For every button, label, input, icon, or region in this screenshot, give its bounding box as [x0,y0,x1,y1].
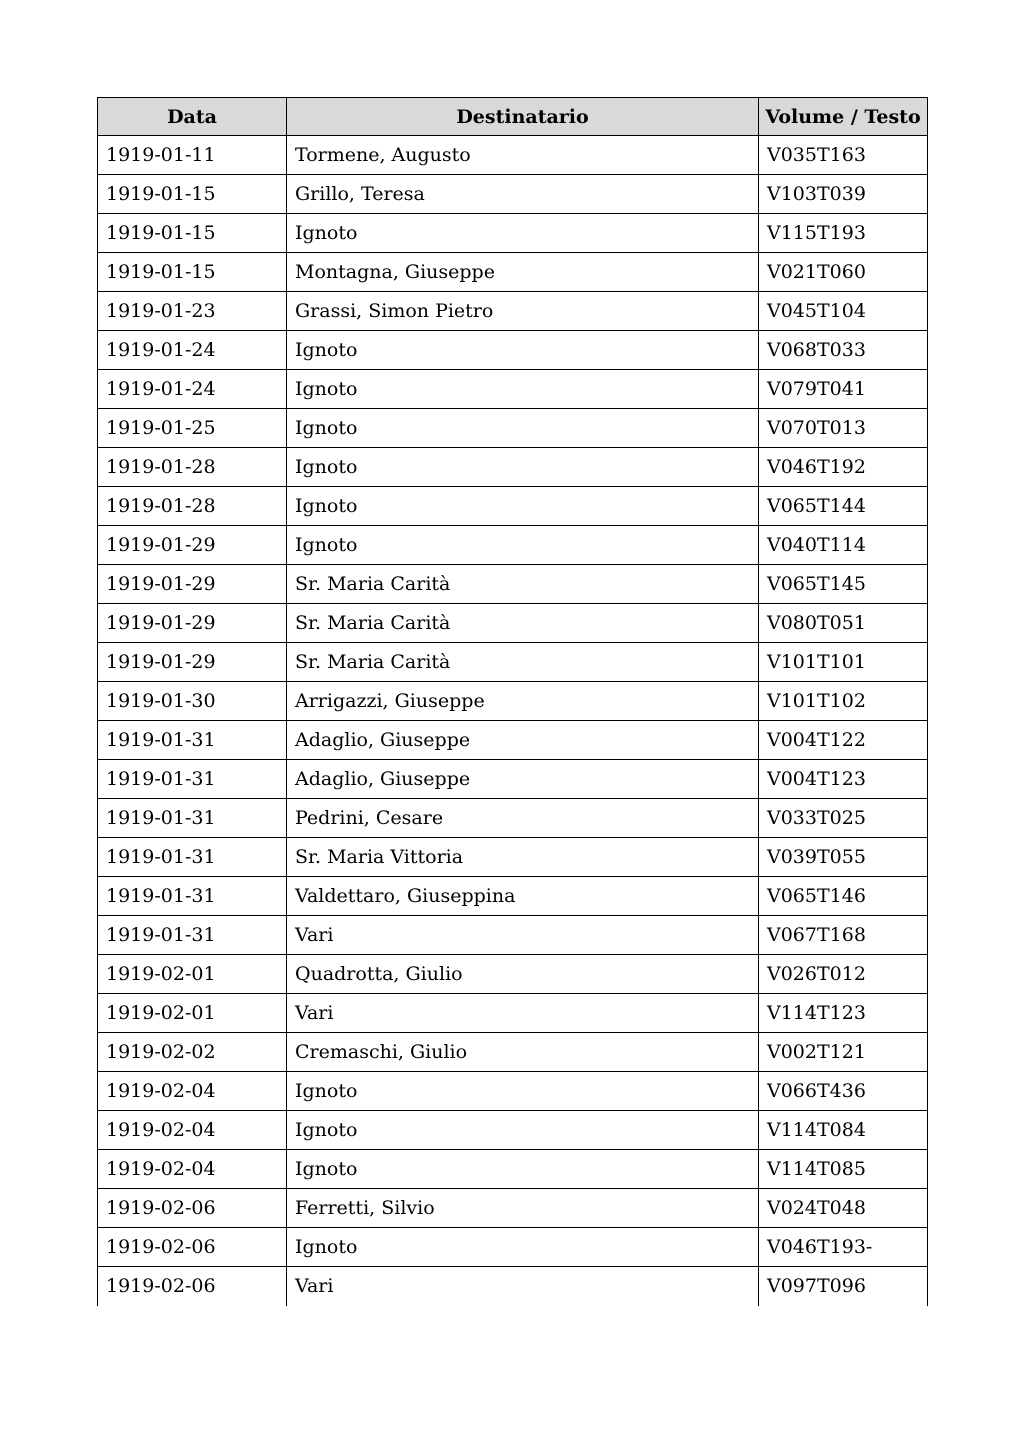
table-row [98,760,928,799]
table-row [98,1189,928,1228]
cell-recipient: Sr. Maria Carità [287,604,759,643]
table-row [98,877,928,916]
table-row [98,955,928,994]
cell-volume: V114T084 [759,1111,928,1150]
table-row [98,214,928,253]
cell-volume: V039T055 [759,838,928,877]
cell-recipient: Pedrini, Cesare [287,799,759,838]
cell-recipient: Grassi, Simon Pietro [287,292,759,331]
cell-recipient: Tormene, Augusto [287,136,759,175]
cell-recipient: Ignoto [287,1072,759,1111]
cell-volume: V080T051 [759,604,928,643]
cell-volume: V004T123 [759,760,928,799]
cell-recipient: Adaglio, Giuseppe [287,721,759,760]
table-row [98,604,928,643]
table-row [98,682,928,721]
cell-recipient: Ignoto [287,487,759,526]
cell-volume: V115T193 [759,214,928,253]
cell-recipient: Ignoto [287,1150,759,1189]
table-row [98,1267,928,1306]
cell-date: 1919-01-31 [98,838,287,877]
cell-date: 1919-02-02 [98,1033,287,1072]
cell-date: 1919-01-24 [98,331,287,370]
cell-recipient: Ignoto [287,409,759,448]
cell-date: 1919-01-29 [98,526,287,565]
table-body [98,136,928,1306]
cell-volume: V046T193- [759,1228,928,1267]
cell-volume: V070T013 [759,409,928,448]
cell-volume: V114T085 [759,1150,928,1189]
cell-recipient: Vari [287,1267,759,1306]
cell-recipient: Ignoto [287,370,759,409]
table-row [98,448,928,487]
table-row [98,526,928,565]
cell-volume: V097T096 [759,1267,928,1306]
cell-volume: V079T041 [759,370,928,409]
cell-date: 1919-01-11 [98,136,287,175]
table-row [98,370,928,409]
cell-recipient: Ignoto [287,448,759,487]
table-row [98,1033,928,1072]
cell-recipient: Adaglio, Giuseppe [287,760,759,799]
table-row [98,1072,928,1111]
table-row [98,331,928,370]
cell-date: 1919-02-01 [98,955,287,994]
letters-table [97,97,928,1306]
cell-date: 1919-01-15 [98,214,287,253]
cell-date: 1919-01-28 [98,448,287,487]
cell-date: 1919-01-15 [98,253,287,292]
cell-recipient: Vari [287,994,759,1033]
table-row [98,838,928,877]
cell-date: 1919-01-28 [98,487,287,526]
cell-recipient: Quadrotta, Giulio [287,955,759,994]
cell-date: 1919-02-04 [98,1111,287,1150]
cell-date: 1919-01-31 [98,916,287,955]
cell-date: 1919-01-29 [98,604,287,643]
cell-volume: V101T102 [759,682,928,721]
cell-volume: V066T436 [759,1072,928,1111]
table-row [98,1150,928,1189]
cell-recipient: Arrigazzi, Giuseppe [287,682,759,721]
cell-date: 1919-02-06 [98,1189,287,1228]
cell-date: 1919-02-06 [98,1267,287,1306]
cell-date: 1919-01-23 [98,292,287,331]
cell-volume: V040T114 [759,526,928,565]
cell-date: 1919-02-04 [98,1150,287,1189]
cell-volume: V065T146 [759,877,928,916]
cell-recipient: Montagna, Giuseppe [287,253,759,292]
cell-date: 1919-01-30 [98,682,287,721]
cell-date: 1919-02-01 [98,994,287,1033]
cell-volume: V002T121 [759,1033,928,1072]
column-header-volume: Volume / Testo [759,98,928,136]
cell-volume: V114T123 [759,994,928,1033]
cell-volume: V065T145 [759,565,928,604]
cell-recipient: Ignoto [287,214,759,253]
table-row [98,253,928,292]
cell-recipient: Sr. Maria Carità [287,643,759,682]
table-header [98,98,928,136]
table-row [98,565,928,604]
table-row [98,1111,928,1150]
cell-date: 1919-02-04 [98,1072,287,1111]
cell-date: 1919-01-15 [98,175,287,214]
cell-recipient: Ignoto [287,1228,759,1267]
cell-volume: V068T033 [759,331,928,370]
cell-volume: V101T101 [759,643,928,682]
cell-recipient: Valdettaro, Giuseppina [287,877,759,916]
cell-recipient: Grillo, Teresa [287,175,759,214]
cell-date: 1919-01-29 [98,643,287,682]
table-row [98,1228,928,1267]
table-row [98,916,928,955]
table-row [98,721,928,760]
cell-recipient: Sr. Maria Carità [287,565,759,604]
cell-date: 1919-01-24 [98,370,287,409]
table-row [98,799,928,838]
cell-recipient: Ignoto [287,331,759,370]
cell-date: 1919-01-31 [98,760,287,799]
cell-recipient: Cremaschi, Giulio [287,1033,759,1072]
cell-volume: V026T012 [759,955,928,994]
cell-volume: V067T168 [759,916,928,955]
cell-volume: V046T192 [759,448,928,487]
cell-date: 1919-01-31 [98,721,287,760]
cell-recipient: Sr. Maria Vittoria [287,838,759,877]
table-row [98,175,928,214]
cell-volume: V035T163 [759,136,928,175]
table-row [98,409,928,448]
table-row [98,994,928,1033]
cell-date: 1919-01-31 [98,799,287,838]
table-row [98,136,928,175]
cell-volume: V033T025 [759,799,928,838]
column-header-date: Data [98,98,287,136]
cell-volume: V021T060 [759,253,928,292]
column-header-recipient: Destinatario [287,98,759,136]
cell-recipient: Vari [287,916,759,955]
cell-date: 1919-01-25 [98,409,287,448]
header-row [98,98,928,136]
cell-date: 1919-01-29 [98,565,287,604]
cell-date: 1919-02-06 [98,1228,287,1267]
cell-volume: V024T048 [759,1189,928,1228]
cell-volume: V004T122 [759,721,928,760]
cell-recipient: Ignoto [287,1111,759,1150]
table-row [98,643,928,682]
cell-recipient: Ferretti, Silvio [287,1189,759,1228]
cell-volume: V045T104 [759,292,928,331]
cell-volume: V065T144 [759,487,928,526]
cell-volume: V103T039 [759,175,928,214]
cell-date: 1919-01-31 [98,877,287,916]
table-row [98,292,928,331]
table-row [98,487,928,526]
cell-recipient: Ignoto [287,526,759,565]
